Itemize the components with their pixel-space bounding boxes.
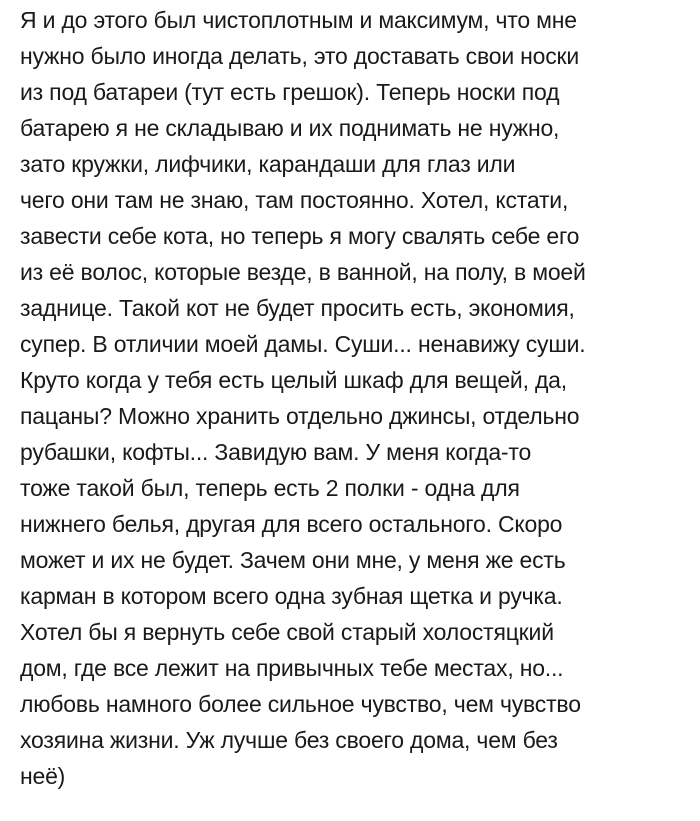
text-line: заднице. Такой кот не будет просить есть, экономия, <box>20 295 575 321</box>
text-line: неё) <box>20 763 66 789</box>
text-line: Хотел бы я вернуть себе свой старый холостяцкий <box>20 619 554 645</box>
text-line: зато кружки, лифчики, карандаши для глаз или <box>20 151 516 177</box>
text-line: батарею я не складываю и их поднимать не нужно, <box>20 115 560 141</box>
text-line: Круто когда у тебя есть целый шкаф для вещей, да, <box>20 367 567 393</box>
text-line: любовь намного более сильное чувство, чем чувство <box>20 691 581 717</box>
text-line: чего они там не знаю, там постоянно. Хотел, кстати, <box>20 187 569 213</box>
text-line: из её волос, которые везде, в ванной, на полу, в моей <box>20 259 586 285</box>
text-line: завести себе кота, но теперь я могу свалять себе его <box>20 223 580 249</box>
text-line: из под батареи (тут есть грешок). Теперь носки под <box>20 79 560 105</box>
text-line: рубашки, кофты... Завидую вам. У меня когда-то <box>20 439 532 465</box>
text-line: Я и до этого был чистоплотным и максимум, что мне <box>20 7 577 33</box>
text-line: нужно было иногда делать, это доставать свои носки <box>20 43 580 69</box>
text-line: может и их не будет. Зачем они мне, у меня же есть <box>20 547 566 573</box>
text-line: тоже такой был, теперь есть 2 полки - одна для <box>20 475 520 501</box>
text-line: хозяина жизни. Уж лучше без своего дома, чем без <box>20 727 558 753</box>
text-line: нижнего белья, другая для всего остального. Скоро <box>20 511 563 537</box>
text-line: супер. В отличии моей дамы. Суши... ненавижу суши. <box>20 331 586 357</box>
text-line: карман в котором всего одна зубная щетка и ручка. <box>20 583 563 609</box>
text-line: пацаны? Можно хранить отдельно джинсы, отдельно <box>20 403 580 429</box>
text-line: дом, где все лежит на привычных тебе местах, но... <box>20 655 564 681</box>
